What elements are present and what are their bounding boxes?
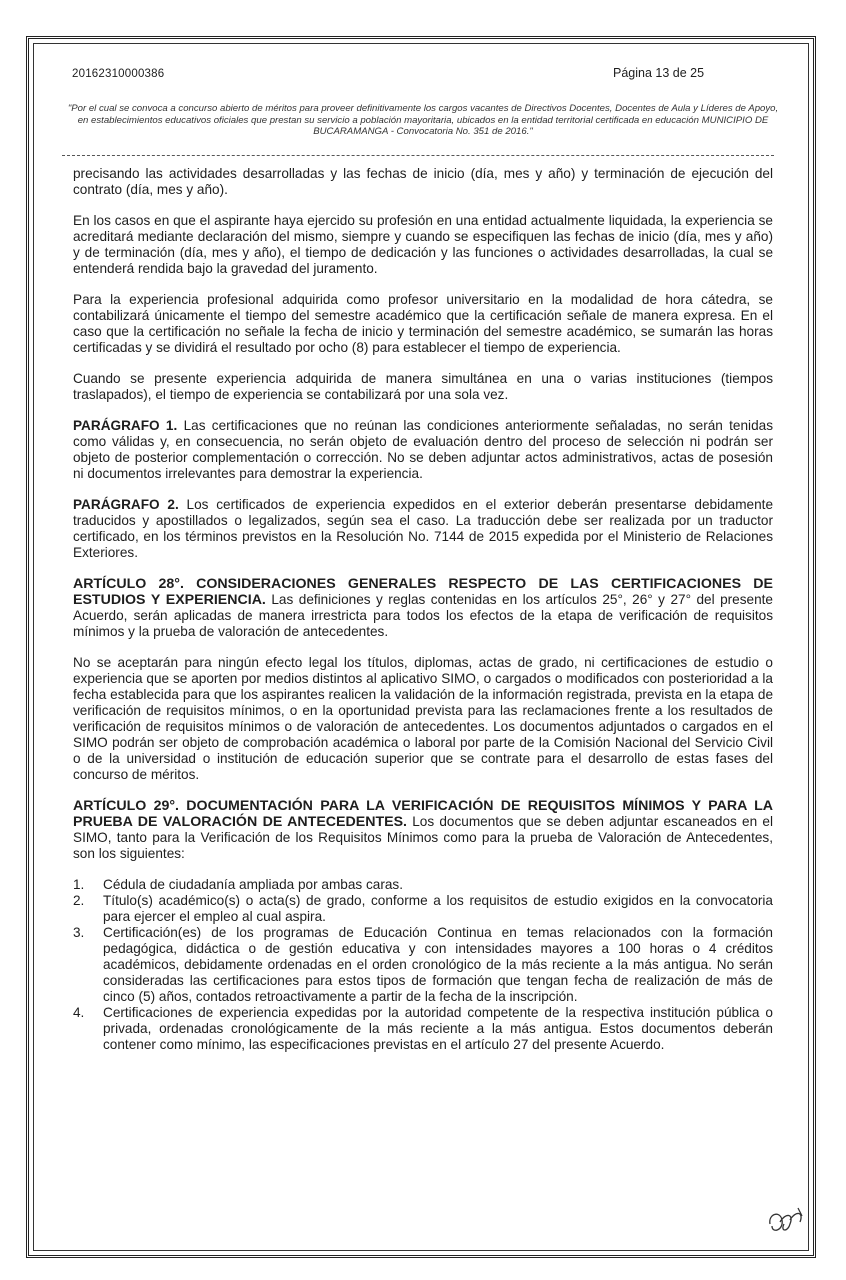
- articulo-29: [73, 798, 773, 862]
- articulo-29-text: Los documentos que se deben adjuntar escaneados en el SIMO, tanto para la Verificación de los Requisitos Mínimos como para la prueba de Valoración de Antecedentes, son los siguientes:: [73, 814, 773, 861]
- paragrafo-2-text: Los certificados de experiencia expedidos en el exterior deberán presentarse debidamente traducidos y apostillados o legalizados, según sea el caso. La traducción debe ser realizada por un traductor certificado, en los términos previstos en la Resolución No. 7144 de 2015 expedida por el Ministerio de Relaciones Exteriores.: [73, 497, 773, 560]
- paragrafo-1-label: PARÁGRAFO 1.: [73, 418, 178, 433]
- articulo-28-heading: ARTÍCULO 28°. CONSIDERACIONES GENERALES RESPECTO DE LAS CERTIFICACIONES DE ESTUDIOS Y EXPERIENCIA.: [73, 576, 773, 608]
- document-id: 20162310000386: [72, 68, 165, 80]
- handwritten-initials-icon: [760, 1202, 810, 1242]
- list-item: [73, 925, 773, 1005]
- paragraph: No se aceptarán para ningún efecto legal los títulos, diplomas, actas de grado, ni certificaciones de estudio o experiencia que se aporten por medios distintos al aplicativo SIMO, o cargados o modificados con posterioridad a la fecha establecida para que los aspirantes realicen la validación de la información registrada, prevista en la etapa de verificación de requisitos mínimos, o en la oportunidad prevista para las reclamaciones frente a los resultados de verificación de requisitos mínimos o de valoración de antecedentes. Los documentos adjuntados o cargados en el SIMO podrán ser objeto de comprobación académica o laboral por parte de la Comisión Nacional del Servicio Civil o de la universidad o institución de educación superior que se contrate para el desarrollo de estas fases del concurso de méritos.: [73, 655, 773, 782]
- paragraph: En los casos en que el aspirante haya ejercido su profesión en una entidad actualmente liquidada, la experiencia se acreditará mediante declaración del mismo, siempre y cuando se especifiquen las fechas de inicio (día, mes y año) y de terminación (día, mes y año), el tiempo de dedicación y las funciones o actividades desarrolladas, la cual se entenderá rendida bajo la gravedad del juramento.: [73, 213, 773, 276]
- list-item-number: 2.: [73, 893, 85, 908]
- paragrafo-2: [73, 497, 773, 561]
- list-item-text: Título(s) académico(s) o acta(s) de grado, conforme a los requisitos de estudio exigidos en la convocatoria para ejercer el empleo al cual aspira.: [103, 893, 773, 924]
- list-item: [73, 1005, 773, 1053]
- list-item-number: 1.: [73, 877, 85, 892]
- list-item-text: Certificaciones de experiencia expedidas por la autoridad competente de la respectiva institución pública o privada, ordenadas cronológicamente de la más reciente a la más antigua. Estos documentos deberán contener como mínimo, las especificaciones previstas en el artículo 27 del presente Acuerdo.: [103, 1005, 773, 1052]
- paragrafo-2-label: PARÁGRAFO 2.: [73, 497, 179, 512]
- list-item-text: Certificación(es) de los programas de Educación Continua en temas relacionados con la formación pedagógica, didáctica o de gestión educativa y con intensidades mayores a 100 horas o 4 créditos académicos, debidamente ordenadas en el orden cronológico de la más reciente a la más antigua. No serán consideradas las certificaciones para estos tipos de formación que tengan fecha de realización de más de cinco (5) años, contados retroactivamente a partir de la fecha de la inscripción.: [103, 925, 773, 1004]
- list-item-number: 3.: [73, 925, 85, 940]
- document-body: [73, 166, 773, 1053]
- header-note: "Por el cual se convoca a concurso abierto de méritos para proveer definitivamente los cargos vacantes de Directivos Docentes, Docentes de Aula y Líderes de Apoyo, en establecimientos educativos oficiales que prestan su servicio a población mayoritaria, ubicados en la entidad territorial certificada en educación MUNICIPIO DE BUCARAMANGA - Convocatoria No. 351 de 2016.": [67, 103, 779, 137]
- document-list: [73, 877, 773, 1053]
- articulo-28: [73, 576, 773, 640]
- list-item: [73, 893, 773, 925]
- paragraph: precisando las actividades desarrolladas y las fechas de inicio (día, mes y año) y terminación de ejecución del contrato (día, mes y año).: [73, 166, 773, 197]
- paragraph: Cuando se presente experiencia adquirida de manera simultánea en una o varias instituciones (tiempos traslapados), el tiempo de experiencia se contabilizará por una sola vez.: [73, 371, 773, 402]
- header-divider: [62, 155, 774, 156]
- list-item: [73, 877, 773, 893]
- paragrafo-1-text: Las certificaciones que no reúnan las condiciones anteriormente señaladas, no serán tenidas como válidas y, en consecuencia, no serán objeto de evaluación dentro del proceso de selección ni podrán ser objeto de posterior complementación o corrección. No se deben adjuntar actos administrativos, actas de posesión ni documentos irrelevantes para demostrar la experiencia.: [73, 418, 773, 481]
- articulo-28-text: Las definiciones y reglas contenidas en los artículos 25°, 26° y 27° del presente Acuerdo, serán aplicadas de manera irrestricta para todos los efectos de la etapa de verificación de requisitos mínimos y la prueba de valoración de antecedentes.: [73, 592, 773, 639]
- articulo-29-heading: ARTÍCULO 29°. DOCUMENTACIÓN PARA LA VERIFICACIÓN DE REQUISITOS MÍNIMOS Y PARA LA PRUEBA DE VALORACIÓN DE ANTECEDENTES.: [73, 798, 773, 830]
- list-item-text: Cédula de ciudadanía ampliada por ambas caras.: [103, 877, 404, 892]
- list-item-number: 4.: [73, 1005, 85, 1020]
- paragrafo-1: [73, 418, 773, 482]
- paragraph: Para la experiencia profesional adquirida como profesor universitario en la modalidad de hora cátedra, se contabilizará únicamente el tiempo del semestre académico que la certificación señale de manera expresa. En el caso que la certificación no señale la fecha de inicio y terminación del semestre académico, se sumarán las horas certificadas y se dividirá el resultado por ocho (8) para establecer el tiempo de experiencia.: [73, 292, 773, 355]
- page-number: Página 13 de 25: [613, 66, 705, 80]
